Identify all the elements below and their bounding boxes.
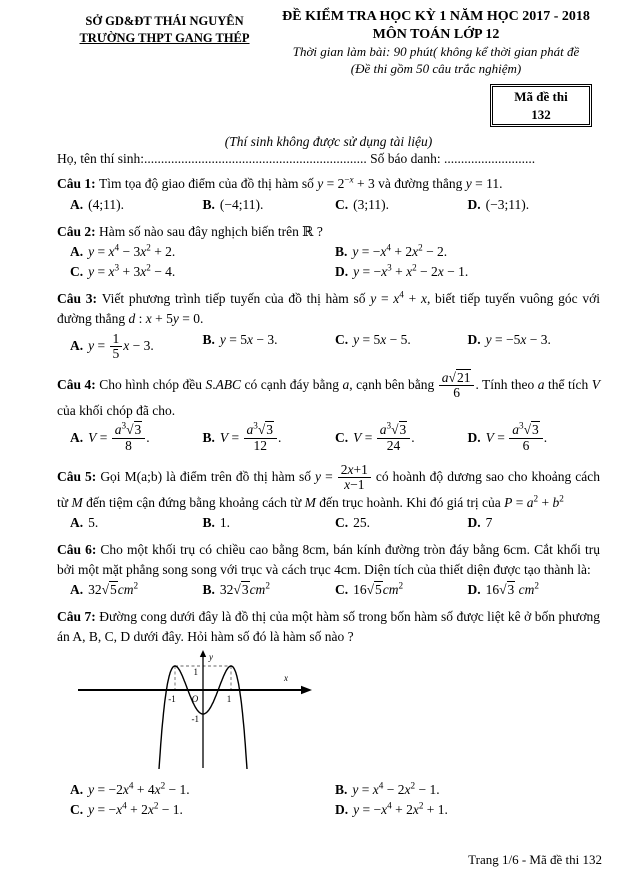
option-A [70,513,203,533]
question-number: Câu 6: [57,542,101,558]
option-value: V = $\frac{a^3√3}{12}$ . [219,420,282,453]
option-letter: D. [467,331,481,347]
name-fill-dots: .................................................................. [144,151,367,167]
question-stem: Câu 1: Tìm tọa độ giao điểm của đồ thị hàm số $y = 2^{-x} + 3$ và đường thẳng y = 11. [57,174,503,192]
option-letter: D. [335,264,349,280]
fraction: $\frac{2x+1}{x-1}$ [338,463,371,493]
radical: √5 [366,582,382,598]
option-value: V = $\frac{a^3√3}{24}$ . [353,420,415,453]
options-row [57,195,600,215]
option-value: $y = x^3 + 3x^2 - 4$. [88,262,176,280]
x-tick-1: 1 [226,693,232,704]
option-letter: A. [70,781,84,797]
question-stem: Câu 6: Cho một khối trụ có chiều cao bằng 8cm, bán kính đường tròn đáy bằng 6cm. Cắt khối trụ bởi một mặt phẳng song song với trục và cách trục 4cm. Diện tích của thiết diện được tạo thành là: [57,542,600,577]
y-tick-neg1: -1 [191,713,199,724]
radical: √3 [499,582,515,598]
option-D [468,580,601,600]
option-letter: C. [335,582,349,598]
radical: √3 [523,422,539,438]
option-letter: B. [202,331,215,347]
exam-code-box [492,86,590,125]
question-number: Câu 2: [57,223,100,239]
option-letter: A. [70,429,84,445]
question-number: Câu 1: [57,176,100,192]
option-letter: D. [467,429,481,445]
option-value: (−4;11). [219,196,264,212]
option-B [203,580,336,600]
option-letter: C. [335,429,349,445]
option-letter: D. [335,801,349,817]
option-letter: A. [70,515,84,531]
question-number: Câu 5: [57,468,101,484]
option-D [468,330,601,364]
option-value: y = 5x − 3. [219,331,278,347]
option-D [468,513,601,533]
question-number: Câu 4: [57,376,100,392]
school-block [57,8,272,47]
option-C [335,330,468,364]
inline-math: $P = a^2 + b^2$ [504,493,564,510]
option-letter: A. [70,337,84,353]
option-D [335,262,600,282]
radical: √3 [126,422,142,438]
option-letter: C. [335,515,349,531]
question-stem: Câu 3: Viết phương trình tiếp tuyến của đồ thị hàm số $y = x^4 + x$, biết tiếp tuyến vuông góc với đường thẳng d : x + 5y = 0. [57,289,600,326]
option-value: (−3;11). [485,196,530,212]
inline-math: M [71,494,83,510]
option-D [468,421,601,455]
question-stem: Câu 2: Hàm số nào sau đây nghịch biến trên ℝ ? [57,223,323,239]
question-stem: Câu 5: Gọi M(a;b) là điểm trên đồ thị hàm số y = $\frac{2x+1}{x-1}$ có hoành độ dương sao cho khoảng cách từ M đến tiệm cận đứng bằng khoảng cách từ M đến trục hoành. Khi đó giá trị của $P = a^2 + b^2$ [57,461,600,510]
option-value: $32√3cm^2$ [219,580,270,598]
option-A [70,242,335,262]
graph-ylabel: y [209,651,213,662]
option-value: (3;11). [353,196,389,212]
option-letter: B. [335,781,348,797]
option-C [335,513,468,533]
fraction: $\frac{a^3√3}{8}$ [112,423,146,453]
option-B [203,330,336,364]
question-number: Câu 3: [57,291,102,307]
candidate-info-line [57,151,600,167]
questions [57,174,600,819]
exam-duration: Thời gian làm bài: 90 phút( không kể thời gian phát đề [292,44,580,60]
option-value: $y = x^4 - 3x^2 + 2$. [88,242,176,260]
inline-math: S.ABC [205,376,242,392]
exam-title: ĐỀ KIỂM TRA HỌC KỲ 1 NĂM HỌC 2017 - 2018 [282,9,590,24]
question-1 [57,174,600,215]
option-value: (4;11). [88,196,124,212]
exam-code-value: 132 [531,106,551,122]
options-row [57,330,600,364]
radical: √3 [233,582,249,598]
option-letter: B. [202,196,215,212]
fraction: $\frac{a^3√3}{6}$ [509,423,543,453]
fraction: $\frac{a^3√3}{24}$ [377,423,411,453]
option-B [335,242,600,262]
option-value: $y = -x^3 + x^2 - 2x - 1$. [353,262,469,280]
option-value: 7 [485,515,493,531]
option-letter: C. [70,264,84,280]
option-A [70,195,203,215]
question-stem: Câu 4: Cho hình chóp đều S.ABC có cạnh đáy bằng a, cạnh bên bằng $\frac{a√21}{6}$ . Tính theo a thể tích V của khối chóp đã cho. [57,369,600,418]
exam-code-label: Mã đề thi [514,89,568,105]
exam-subject: MÔN TOÁN LỚP 12 [372,27,500,43]
option-A [70,780,335,800]
option-value: y = 5x − 5. [353,331,411,347]
option-letter: A. [70,582,84,598]
option-letter: B. [202,515,215,531]
exam-note: (Đề thi gồm 50 câu trắc nghiệm) [350,61,522,77]
option-letter: A. [70,244,84,260]
inline-math: y = 11 [465,176,500,192]
fraction: $\frac{a√21}{6}$ [439,371,475,401]
option-value: $y = -x^4 + 2x^2 - 1$. [88,800,183,817]
question-6 [57,540,600,600]
option-value: 16√3 $cm^2$ [485,580,540,598]
option-letter: D. [467,515,481,531]
options-row [57,780,600,820]
option-value: $y = x^4 - 2x^2 - 1$. [352,780,440,797]
department-name: SỞ GD&ĐT THÁI NGUYÊN [85,14,244,28]
no-materials-note: (Thí sinh không được sử dụng tài liệu) [224,134,433,150]
option-letter: D. [467,582,481,598]
inline-math: M [304,494,316,510]
option-C [70,800,335,820]
option-C [70,262,335,282]
inline-math: V [591,376,600,392]
option-letter: B. [202,582,215,598]
option-B [203,195,336,215]
question-5 [57,463,600,534]
sbd-label: Số báo danh: [370,151,441,167]
option-value: $y = -2x^4 + 4x^2 - 1$. [88,780,190,797]
option-B [203,421,336,455]
question-7 [57,607,600,819]
option-value: 1. [219,515,231,531]
sbd-fill-dots: ........................... [444,151,536,167]
y-tick-1: 1 [193,666,198,677]
option-A [70,421,203,455]
options-row [57,421,600,455]
title-block [272,8,600,78]
x-tick-neg1: -1 [168,693,176,704]
option-value: $32√5cm^2$ [88,580,139,598]
question-3 [57,289,600,363]
option-D [468,195,601,215]
options-row [57,242,600,282]
option-value: V = $\frac{a^3√3}{6}$ . [485,420,548,453]
option-letter: C. [335,196,349,212]
radical: √21 [448,369,471,385]
question-4 [57,371,600,456]
option-B [335,780,600,800]
origin-label: O [191,693,199,704]
function-graph [75,650,325,774]
option-D [335,800,600,820]
name-label: Họ, tên thí sinh: [57,151,144,167]
school-name: TRƯỜNG THPT GANG THÉP [79,30,250,45]
option-value: 5. [88,515,99,531]
option-value: $16√5cm^2$ [353,580,404,598]
radical: √5 [101,582,117,598]
options-row [57,580,600,600]
option-letter: B. [202,429,215,445]
options-row [57,513,600,533]
option-value: 25. [353,515,370,531]
page-footer: Trang 1/6 - Mã đề thi 132 [468,852,602,867]
graph-figure [75,650,600,778]
inline-math: a [537,376,545,392]
radical: √3 [391,422,407,438]
option-C [335,421,468,455]
inline-math: a [342,376,350,392]
option-A [70,580,203,600]
radical: √3 [257,422,274,438]
fraction: $\frac{1}{5}$ [110,332,123,362]
question-stem: Câu 7: Đường cong dưới đây là đồ thị của một hàm số trong bốn hàm số được liệt kê ở bốn phương án A, B, C, D dưới đây. Hỏi hàm số đó là hàm số nào ? [57,609,600,644]
option-value: y = $\frac{1}{5}$ x − 3. [88,330,154,362]
option-letter: B. [335,244,348,260]
option-value: y = −5x − 3. [485,331,551,347]
option-C [335,580,468,600]
option-value: V = $\frac{a^3√3}{8}$ . [88,420,150,453]
option-B [203,513,336,533]
inline-math: $y = 2^{-x} + 3$ [317,174,375,192]
option-value: $y = -x^4 + 2x^2 + 1$. [353,800,448,817]
option-letter: C. [335,331,349,347]
option-letter: D. [467,196,481,212]
option-letter: C. [70,801,84,817]
inline-math: ℝ [302,223,314,239]
inline-math: y = $\frac{2x+1}{x-1}$ [315,469,372,484]
option-A [70,330,203,364]
question-2 [57,222,600,283]
fraction: $\frac{a^3√3}{12}$ [244,423,278,453]
inline-math [438,369,476,401]
inline-math: $y = x^4 + x$ [370,289,427,307]
header [57,8,600,78]
option-C [335,195,468,215]
inline-math: d : x + 5y = 0 [128,310,200,326]
option-letter: A. [70,196,84,212]
graph-xlabel: x [284,672,288,683]
option-value: $y = -x^4 + 2x^2 - 2$. [352,242,448,260]
question-number: Câu 7: [57,609,100,625]
